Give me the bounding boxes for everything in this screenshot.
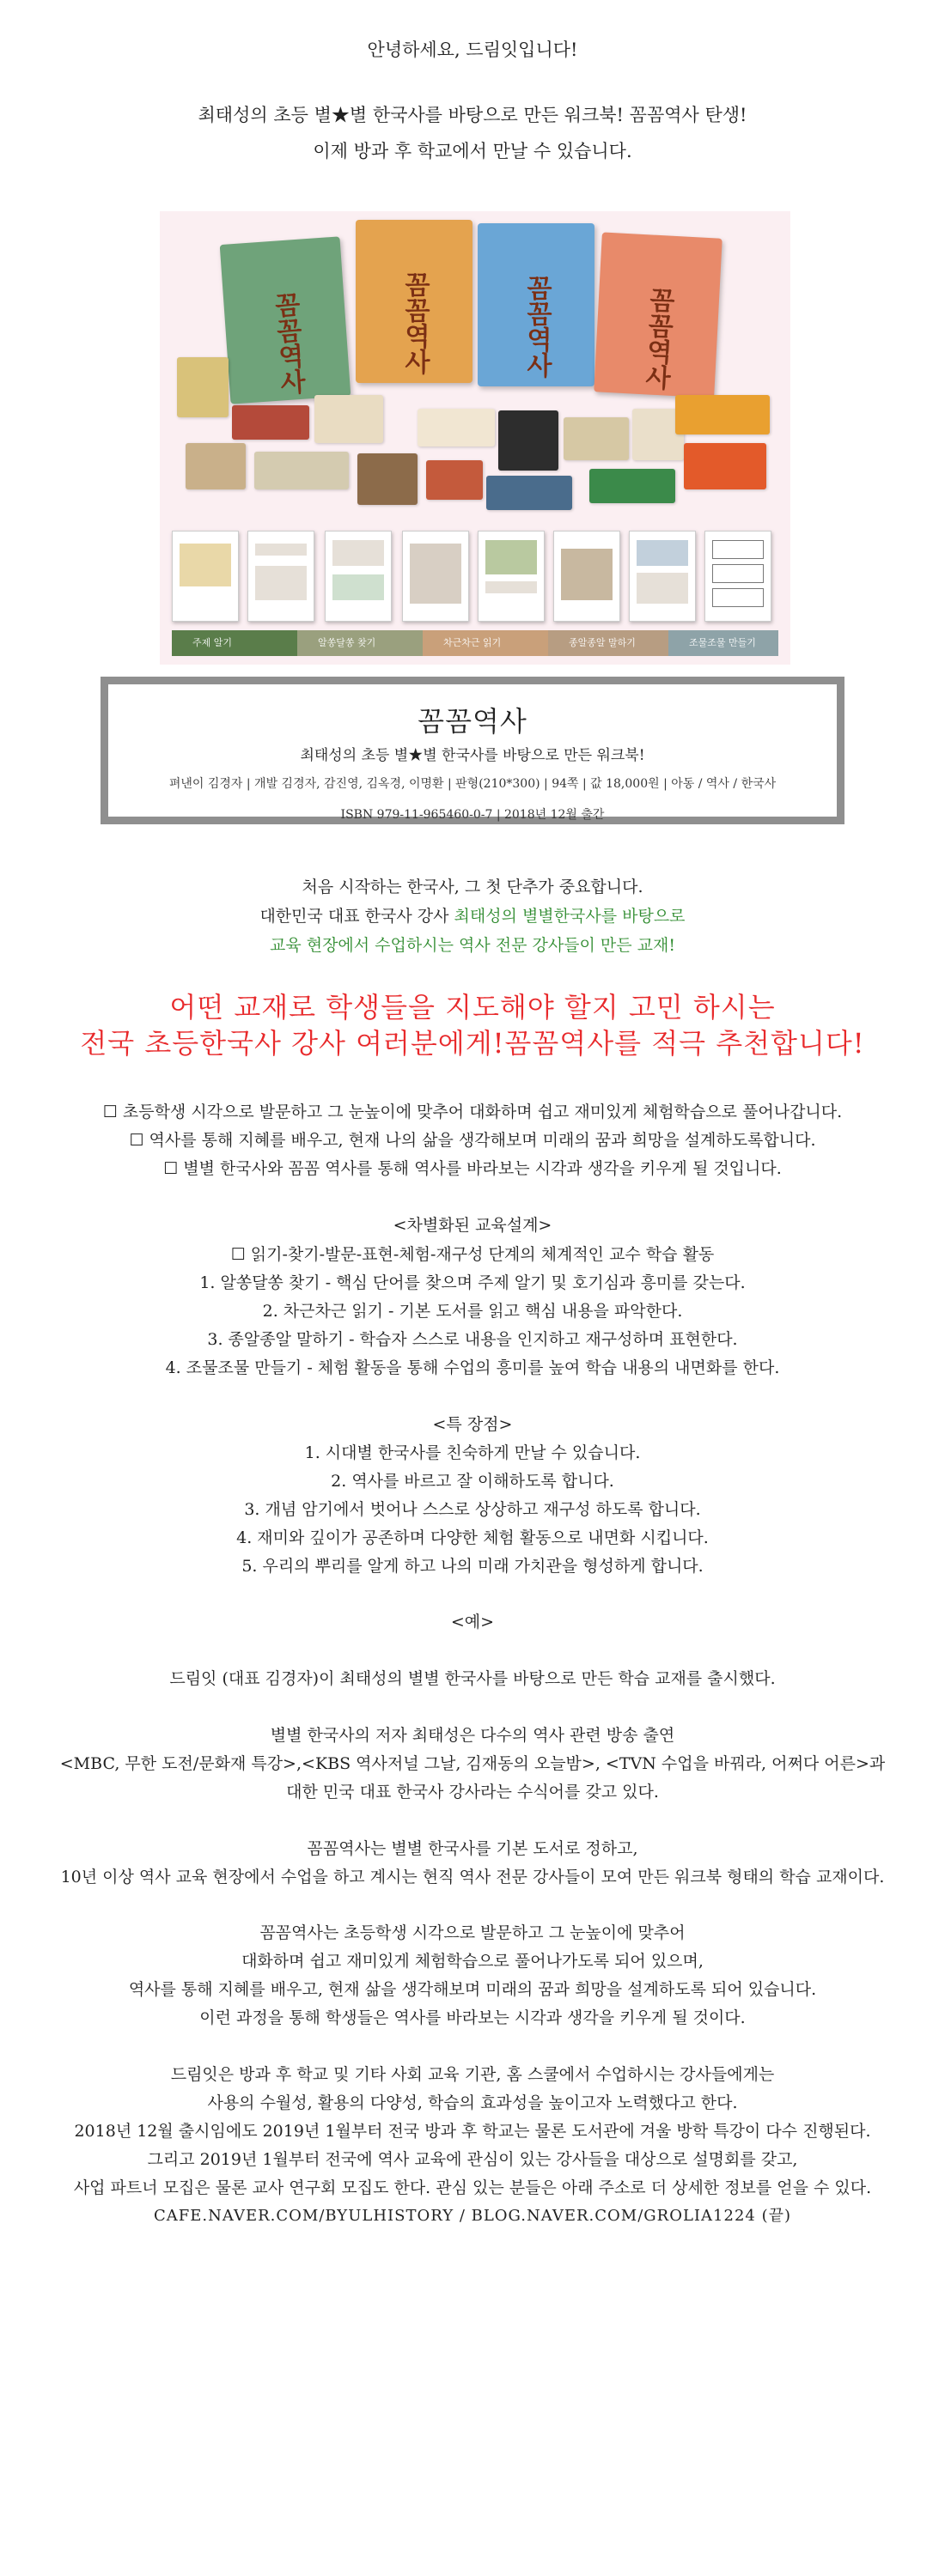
craft-piece [426, 460, 483, 500]
book-cover-title: 꼼꼼역사 [268, 290, 307, 396]
feature-item: 4. 재미와 깊이가 공존하며 다양한 체험 활동으로 내면화 시킵니다. [236, 1528, 709, 1547]
step-label: 주제 알기 [172, 630, 297, 656]
point-item: ☐ 역사를 통해 지혜를 배우고, 현재 나의 삶을 생각해보며 미래의 꿈과 희망을 설계하도록합니다. [129, 1131, 816, 1150]
features-heading: <특 장점> [432, 1415, 513, 1434]
example-line: 별별 한국사의 저자 최태성은 다수의 역사 관련 방송 출연 [270, 1726, 675, 1745]
feature-item: 5. 우리의 뿌리를 알게 하고 나의 미래 가치관을 형성하게 합니다. [241, 1557, 704, 1576]
lead-line-2-highlight: 최태성의 별별한국사를 바탕으로 [454, 907, 686, 926]
example-line: <MBC, 무한 도전/문화재 특강>,<KBS 역사저널 그날, 김재동의 오늘밤>, <TVN 수업을 바꿔라, 어쩌다 어른>과 [59, 1754, 886, 1773]
design-heading: <차별화된 교육설계> [393, 1216, 552, 1235]
design-item: ☐ 읽기-찾기-발문-표현-체험-재구성 단계의 체계적인 교수 학습 활동 [230, 1245, 715, 1264]
book-title: 꼼꼼역사 [418, 705, 527, 738]
greeting-text: 안녕하세요, 드림잇입니다! [367, 39, 578, 60]
point-item: ☐ 초등학생 시각으로 발문하고 그 눈높이에 맞추어 대화하며 쉽고 재미있게 체험학습으로 풀어나갑니다. [102, 1103, 843, 1121]
launch-text: 최태성의 초등 별★별 한국사를 바탕으로 만든 워크북! 꼼꼼역사 탄생! [198, 105, 747, 125]
book-cover-title: 꼼꼼역사 [639, 286, 675, 391]
example-line: 사용의 수월성, 활용의 다양성, 학습의 효과성을 높이고자 노력했다고 한다. [207, 2093, 738, 2112]
craft-piece [684, 443, 766, 489]
page-thumbnail [402, 531, 469, 622]
point-item: ☐ 별별 한국사와 꼼꼼 역사를 통해 역사를 바라보는 시각과 생각을 키우게 될 것입니다. [163, 1159, 782, 1178]
page-thumbnail [172, 531, 239, 622]
example-line: 드림잇은 방과 후 학교 및 기타 사회 교육 기관, 홈 스쿨에서 수업하시는 강사들에게는 [170, 2065, 775, 2084]
lead-line-2-prefix: 대한민국 대표 한국사 강사 [259, 907, 454, 926]
book-cover-title: 꼼꼼역사 [521, 275, 552, 378]
craft-piece [486, 476, 572, 510]
craft-piece [418, 409, 495, 447]
design-item: 2. 차근차근 읽기 - 기본 도서를 읽고 핵심 내용을 파악한다. [262, 1302, 683, 1321]
craft-piece [498, 410, 558, 471]
example-line: 대한 민국 대표 한국사 강사라는 수식어를 갖고 있다. [286, 1783, 659, 1801]
page-thumbnail [629, 531, 696, 622]
page-thumbnail [325, 531, 392, 622]
example-line: 사업 파트너 모집은 물론 교사 연구회 모집도 한다. 관심 있는 분들은 아래 주소로 더 상세한 정보를 얻을 수 있다. [73, 2178, 872, 2197]
example-line: 꼼꼼역사는 별별 한국사를 기본 도서로 정하고, [307, 1839, 638, 1858]
craft-piece [314, 395, 383, 443]
step-label: 종알종알 말하기 [548, 630, 668, 656]
book-isbn: ISBN 979-11-965460-0-7 | 2018년 12월 출간 [340, 808, 605, 822]
step-label: 조물조물 만들기 [668, 630, 778, 656]
feature-item: 2. 역사를 바르고 잘 이해하도록 합니다. [331, 1472, 614, 1491]
craft-piece [254, 452, 349, 489]
headline-line-1: 어떤 교재로 학생들을 지도해야 할지 고민 하시는 [169, 991, 776, 1024]
example-paragraph: 드림잇 (대표 김경자)이 최태성의 별별 한국사를 바탕으로 만든 학습 교재를 출시했다. [169, 1669, 776, 1688]
craft-piece [186, 443, 246, 489]
craft-piece [589, 469, 675, 503]
craft-piece [675, 395, 770, 434]
feature-item: 1. 시대별 한국사를 친숙하게 만날 수 있습니다. [304, 1443, 641, 1462]
design-item: 1. 알쏭달쏭 찾기 - 핵심 단어를 찾으며 주제 알기 및 호기심과 흥미를 갖는다. [199, 1273, 746, 1292]
page-thumbnail [478, 531, 545, 622]
example-line: 대화하며 쉽고 재미있게 체험학습으로 풀어나가도록 되어 있으며, [241, 1952, 704, 1971]
example-line: 그리고 2019년 1월부터 전국에 역사 교육에 관심이 있는 강사들을 대상으로 설명회를 갖고, [147, 2150, 798, 2169]
step-label: 차근차근 읽기 [423, 630, 548, 656]
book-meta: 펴낸이 김경자 | 개발 김경자, 감진영, 김옥경, 이명환 | 판형(210*300) | 94쪽 | 값 18,000원 | 아동 / 역사 / 한국사 [168, 777, 777, 791]
example-line: 이런 과정을 통해 학생들은 역사를 바라보는 시각과 생각을 키우게 될 것이다. [199, 2008, 746, 2027]
design-item: 3. 종알종알 말하기 - 학습자 스스로 내용을 인지하고 재구성하며 표현한다. [207, 1330, 738, 1349]
book-cover [594, 232, 722, 398]
feature-item: 3. 개념 암기에서 벗어나 스스로 상상하고 재구성 하도록 합니다. [244, 1500, 701, 1519]
example-heading: <예> [450, 1613, 495, 1631]
book-cover-title: 꼼꼼역사 [399, 271, 430, 374]
book-subtitle: 최태성의 초등 별★별 한국사를 바탕으로 만든 워크북! [300, 747, 645, 764]
page-thumbnail [247, 531, 314, 622]
lead-line-3: 교육 현장에서 수업하시는 역사 전문 강사들이 만든 교재! [269, 936, 676, 955]
headline-line-2: 전국 초등한국사 강사 여러분에게!꼼꼼역사를 적극 추천합니다! [80, 1027, 865, 1060]
craft-piece [232, 405, 309, 440]
book-cover [356, 220, 472, 383]
example-line: 역사를 통해 지혜를 배우고, 현재 삶을 생각해보며 미래의 꿈과 희망을 설계하도록 되어 있습니다. [128, 1980, 817, 1999]
example-line: 10년 이상 역사 교육 현장에서 수업을 하고 계시는 현직 역사 전문 강사들이 모여 만든 워크북 형태의 학습 교재이다. [60, 1868, 885, 1886]
page-thumbnail [553, 531, 620, 622]
example-line: 꼼꼼역사는 초등학생 시각으로 발문하고 그 눈높이에 맞추어 [259, 1923, 686, 1942]
page-thumbnail [704, 531, 771, 622]
product-photo [160, 211, 790, 665]
lead-line-2 [0, 903, 945, 927]
reference-links: CAFE.NAVER.COM/BYULHISTORY / BLOG.NAVER.COM/GROLIA1224 (끝) [153, 2207, 792, 2225]
example-line: 2018년 12월 출시임에도 2019년 1월부터 전국 방과 후 학교는 물론 도서관에 겨울 방학 특강이 다수 진행된다. [74, 2122, 871, 2141]
design-item: 4. 조물조물 만들기 - 체험 활동을 통해 수업의 흥미를 높여 학습 내용의 내면화를 한다. [165, 1358, 780, 1377]
craft-piece [177, 357, 229, 417]
step-label: 알쏭달쏭 찾기 [297, 630, 423, 656]
book-cover [478, 223, 594, 386]
craft-piece [564, 417, 629, 460]
meet-text: 이제 방과 후 학교에서 만날 수 있습니다. [313, 141, 632, 161]
lead-line-1: 처음 시작하는 한국사, 그 첫 단추가 중요합니다. [302, 878, 643, 896]
craft-piece [357, 453, 418, 505]
book-cover [220, 236, 351, 404]
book-info-box [101, 677, 844, 824]
